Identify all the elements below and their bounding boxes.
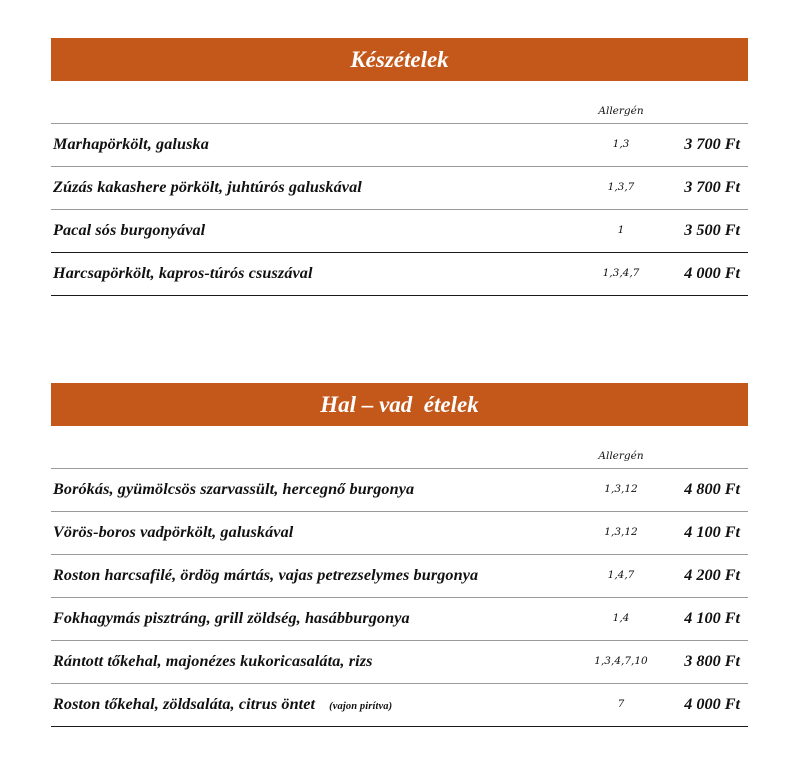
- divider: [51, 726, 748, 727]
- dish-name: Borókás, gyümölcsös szarvassült, hercegnő burgonya: [53, 479, 415, 498]
- dish-name: Pacal sós burgonyával: [53, 220, 206, 239]
- dish-price: 4 100 Ft: [684, 522, 740, 541]
- section-hal-vad-etelek: [51, 383, 748, 713]
- dish-name: Harcsapörkölt, kapros-túrós csuszával: [53, 263, 313, 282]
- allergen-codes: 1,3: [612, 138, 630, 150]
- section-keszetelek: [51, 38, 748, 282]
- menu-item-row: [51, 597, 748, 639]
- menu-item-row: [51, 123, 748, 165]
- dish-name: Marhapörkölt, galuska: [53, 134, 209, 153]
- allergen-codes: 1,3,12: [604, 526, 638, 538]
- section-title-banner: [51, 383, 748, 426]
- dish-name: Zúzás kakashere pörkölt, juhtúrós galuskával: [53, 177, 362, 196]
- dish-name: Roston tőkehal, zöldsaláta, citrus öntet: [53, 694, 316, 713]
- allergen-codes: 1,4,7: [607, 569, 635, 581]
- allergen-codes: 1,3,12: [604, 483, 638, 495]
- menu-item-row: [51, 166, 748, 208]
- allergen-column-header: Allergén: [598, 105, 644, 117]
- menu-item-row: [51, 640, 748, 682]
- allergen-codes: 1,3,7: [607, 181, 635, 193]
- menu-item-row: [51, 209, 748, 251]
- allergen-codes: 7: [617, 698, 625, 710]
- menu-item-row: [51, 554, 748, 596]
- section-title-banner: [51, 38, 748, 81]
- section-title: Hal – vad ételek: [320, 391, 479, 417]
- dish-price: 4 200 Ft: [684, 565, 740, 584]
- section-title: Készételek: [350, 46, 449, 72]
- allergen-column-header: Allergén: [598, 450, 644, 462]
- menu-item-row: [51, 683, 748, 725]
- allergen-codes: 1,3,4,7,10: [594, 655, 648, 667]
- dish-name-wrap: [53, 695, 392, 714]
- dish-price: 4 000 Ft: [684, 263, 740, 282]
- dish-name: Vörös-boros vadpörkölt, galuskával: [53, 522, 294, 541]
- dish-name: Rántott tőkehal, majonézes kukoricasaláta, rizs: [53, 651, 373, 670]
- menu-item-row: [51, 252, 748, 294]
- dish-price: 3 800 Ft: [684, 651, 740, 670]
- allergen-codes: 1,4: [612, 612, 630, 624]
- dish-price: 4 100 Ft: [684, 608, 740, 627]
- dish-name: Roston harcsafilé, ördög mártás, vajas petrezselymes burgonya: [53, 565, 479, 584]
- allergen-codes: 1: [617, 224, 625, 236]
- dish-note: (vajon pirítva): [329, 700, 393, 712]
- divider: [51, 295, 748, 296]
- dish-price: 3 700 Ft: [684, 177, 740, 196]
- dish-price: 3 700 Ft: [684, 134, 740, 153]
- dish-price: 4 800 Ft: [684, 479, 740, 498]
- allergen-codes: 1,3,4,7: [602, 267, 640, 279]
- menu-item-row: [51, 511, 748, 553]
- dish-name: Fokhagymás pisztráng, grill zöldség, hasábburgonya: [53, 608, 410, 627]
- dish-price: 4 000 Ft: [684, 694, 740, 713]
- dish-price: 3 500 Ft: [684, 220, 740, 239]
- menu-item-row: [51, 468, 748, 510]
